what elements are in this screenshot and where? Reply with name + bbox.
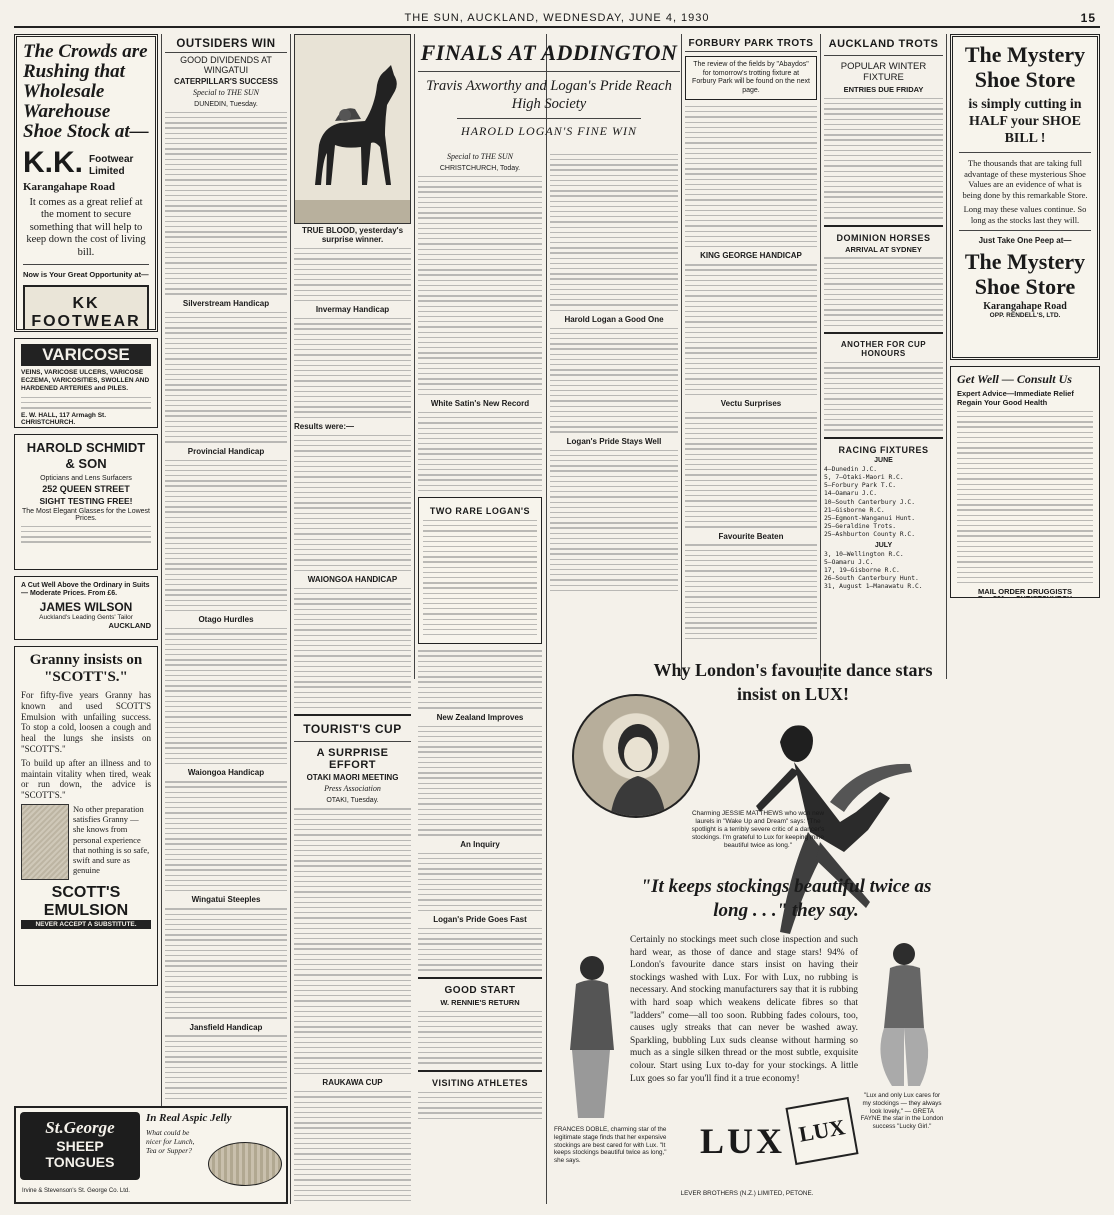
divider: [824, 437, 943, 439]
varicose-contact: E. W. HALL, 117 Armagh St. CHRISTCHURCH.: [21, 412, 106, 427]
article-title: DOMINION HORSES: [836, 232, 931, 243]
section-heading: Results were:—: [294, 421, 355, 431]
article-body: [685, 544, 817, 642]
scotts-emulsion-ad: [14, 646, 158, 986]
kk-location: Karangahape Road: [23, 180, 115, 193]
section-heading: Waiongoa Handicap: [187, 768, 265, 778]
horse-photo: [294, 34, 411, 224]
schmidt-sub: Opticians and Lens Surfacers: [40, 475, 132, 482]
article-subtitle: Travis Axworthy and Logan's Pride Reach High Society: [426, 78, 672, 112]
article-body: [824, 257, 943, 326]
dancer-portrait: [572, 694, 700, 818]
article-body: [165, 312, 287, 443]
article-title: FORBURY PARK TROTS: [685, 38, 817, 52]
divider: [457, 118, 640, 119]
article-subtitle: POPULAR WINTER FIXTURE: [840, 61, 927, 83]
fixture-item: 10—South Canterbury J.C.: [824, 498, 915, 506]
lady-illustration-left: [556, 950, 626, 1120]
article-outsiders-win: [165, 34, 287, 1102]
mystery-body: is simply cutting in HALF your SHOE BILL !: [968, 97, 1082, 146]
mystery-location-2: OPP. RENDELL'S, LTD.: [989, 312, 1061, 319]
lux-caption-1: Charming JESSIE MATTHEWS who won new laurels in "Wake Up and Dream" says: "The spotlight is a terribly severe critic of a dancer's stockings. I'm grateful to Lux for keeping mine beautiful twice as long.": [691, 810, 825, 849]
section-heading: Vectu Surprises: [720, 399, 782, 409]
divider: [824, 55, 943, 56]
article-body: [165, 1035, 287, 1102]
fixture-item: 17, 19—Gisborne R.C.: [824, 566, 900, 574]
article-title: FINALS AT ADDINGTON: [420, 40, 678, 65]
fixture-item: 25—Geraldine Trots.: [824, 523, 897, 531]
fixtures-month: JULY: [874, 541, 893, 549]
box-title: TWO RARE LOGAN'S: [429, 506, 531, 517]
kk-brand: K.K.: [23, 145, 83, 179]
lux-footer: LEVER BROTHERS (N.Z.) LIMITED, PETONE.: [680, 1190, 814, 1197]
lux-caption-3: "Lux and only Lux cares for my stockings — they always look lovely," — GRETA FAYNE the star in the London success "Lucky Girl.": [860, 1092, 944, 1131]
article-body: [418, 650, 542, 708]
kk-logo-text: KK FOOTWEAR: [31, 295, 141, 331]
article-special: Special to THE SUN: [193, 88, 259, 97]
st-george-tag: In Real Aspic Jelly: [146, 1112, 232, 1124]
st-george-question: What could be nicer for Lunch, Tea or Supper?: [146, 1128, 195, 1155]
divider: [418, 1070, 542, 1072]
section-heading: Wingatui Steeples: [191, 895, 261, 905]
fixtures-month: JUNE: [874, 456, 893, 464]
section-heading: Jansfield Handicap: [189, 1022, 263, 1032]
getwell-sub2: Regain Your Good Health: [957, 398, 1048, 407]
fixture-item: 5—Oamaru J.C.: [824, 558, 874, 566]
article-title: VISITING ATHLETES: [431, 1077, 528, 1088]
wilson-sub: Auckland's Leading Gents' Tailor: [39, 614, 133, 621]
results-list: [294, 1091, 411, 1204]
masthead: [14, 10, 1100, 28]
fixture-item: 14—Oamaru J.C.: [824, 490, 878, 498]
article-special: Special to THE SUN: [447, 152, 513, 161]
page-number: 15: [1080, 11, 1096, 25]
article-body: [824, 362, 943, 431]
results-list: [685, 264, 817, 395]
review-note: The review of the fields by "Abaydos" for tomorrow's trotting fixture at Forbury Park will be found on the next page.: [692, 61, 810, 94]
article-subtitle-2: ENTRIES DUE FRIDAY: [843, 85, 924, 94]
photo-caption: TRUE BLOOD, yesterday's surprise winner.: [301, 226, 404, 244]
horse-silhouette: [295, 35, 411, 224]
get-well-ad: [950, 366, 1100, 598]
varicose-title: VARICOSE: [21, 344, 151, 366]
wilson-headline: A Cut Well Above the Ordinary in Suits — Moderate Prices. From £6.: [21, 582, 150, 597]
article-body: [165, 781, 287, 891]
results-list: [294, 435, 411, 571]
article-finals-col-a: [418, 150, 542, 1204]
results-list: [294, 588, 411, 709]
wilson-ad: [14, 576, 158, 640]
lux-caption-2: FRANCES DOBLE, charming star of the legitimate stage finds that her expensive stockings are best cared for with Lux. "It keeps stockings beautiful twice as long," she says.: [554, 1126, 667, 1165]
masthead-title: THE SUN, AUCKLAND, WEDNESDAY, JUNE 4, 1930: [404, 12, 710, 24]
schmidt-title: HAROLD SCHMIDT & SON: [26, 440, 146, 471]
article-subtitle: ARRIVAL AT SYDNEY: [845, 244, 922, 254]
article-byline: HAROLD LOGAN'S FINE WIN: [461, 124, 637, 138]
kk-slogan: The Crowds are Rushing that Wholesale Warehouse Shoe Stock at—: [23, 41, 149, 142]
scotts-body3: No other preparation satisfies Granny — she knows from personal experience that nothing is so safe, swift and sure as genuine: [73, 803, 150, 876]
article-body: [824, 98, 943, 219]
article-title: AUCKLAND TROTS: [828, 38, 939, 50]
mystery-cta: Just Take One Peep at—: [978, 236, 1072, 245]
section-heading: Logan's Pride Stays Well: [566, 436, 662, 446]
article-dateline: DUNEDIN, Tuesday.: [194, 101, 258, 108]
article-body: [550, 450, 678, 591]
article-subtitle: GOOD DIVIDENDS AT WINGATUI: [180, 55, 272, 75]
article-body: [165, 460, 287, 612]
schmidt-ad: [14, 434, 158, 570]
getwell-footer: MAIL ORDER DRUGGISTS: [977, 587, 1073, 597]
section-heading: Silverstream Handicap: [182, 298, 270, 308]
st-george-logo: [20, 1112, 140, 1180]
portrait-illustration: [574, 696, 700, 818]
lux-brand: LUX: [700, 1121, 786, 1161]
schmidt-line2: The Most Elegant Glasses for the Lowest Prices.: [21, 508, 150, 522]
lux-quote: "It keeps stockings beautiful twice as long . . ." they say.: [640, 876, 932, 921]
divider: [418, 977, 542, 979]
kk-body: It comes as a great relief at the moment to secure something that will help to keep down the cost of living bill.: [26, 196, 146, 258]
section-heading: Invermay Handicap: [315, 305, 390, 315]
article-title: TOURIST'S CUP: [303, 722, 402, 737]
fixture-item: 31, August 1—Manawatu R.C.: [824, 583, 923, 591]
article-body: [418, 1011, 542, 1064]
mystery-title-2: The Mystery Shoe Store: [964, 249, 1086, 299]
article-body: [165, 628, 287, 764]
scotts-brand: SCOTT'S EMULSION: [43, 883, 129, 919]
article-finals-col-b: [550, 150, 678, 640]
finals-header: [418, 34, 680, 146]
st-george-maker: Irvine & Stevenson's St. George Co. Ltd.: [22, 1188, 130, 1194]
fisherman-illustration: [21, 804, 69, 880]
box-body: [423, 520, 537, 635]
ad-body-text: [21, 397, 151, 409]
divider: [294, 714, 411, 716]
kk-cta: Now is Your Great Opportunity at—: [23, 270, 149, 280]
fixture-item: 26—South Canterbury Hunt.: [824, 575, 919, 583]
varicose-lines: VEINS, VARICOSE ULCERS, VARICOSE ECZEMA, VARICOSITIES, SWOLLEN AND HARDENED ARTERIES and PILES.: [21, 369, 150, 392]
fixture-item: 25—Ashburton County R.C.: [824, 531, 915, 539]
column-rule: [820, 34, 821, 679]
getwell-title: Get Well — Consult Us: [957, 372, 1072, 386]
fixture-item: 21—Gisborne R.C.: [824, 506, 885, 514]
divider: [418, 71, 680, 72]
schmidt-address: 252 QUEEN STREET: [42, 484, 130, 494]
mystery-shoe-store-ad: [950, 34, 1100, 360]
getwell-sub: Expert Advice—Immediate Relief: [957, 389, 1074, 398]
section-heading: Otago Hurdles: [198, 615, 254, 625]
column-rule: [681, 34, 682, 679]
article-auckland-trots: [824, 34, 943, 642]
article-body: [550, 154, 678, 311]
ad-body-text: [957, 411, 1093, 583]
divider: [959, 230, 1091, 231]
article-title: ANOTHER FOR CUP HONOURS: [840, 340, 927, 359]
article-title: GOOD START: [444, 984, 516, 996]
st-george-brand2: SHEEP TONGUES: [45, 1138, 115, 1170]
st-george-ad: [14, 1106, 288, 1204]
article-invermay: [294, 34, 411, 1204]
column-rule: [161, 34, 162, 1204]
schmidt-line: SIGHT TESTING FREE!: [39, 496, 133, 506]
lux-body: Certainly no stockings meet such close inspection and such hard wear, as those of dance and stage stars! 94% of London's favourite dance stars insist on having their stockings washed with Lux. For with Lux, no rubbing is necessary. And stocking manufacturers say that it is rubbing with hard soap which weakens delicate fibres so that "ladders" come—all too soon. Rubbing fades colours, too, causes ugly streaks that can never be washed away. Sparkling, bubbling Lux suds cleanse without harming so much as a single silken thread or the most subtle, exquisite colour. Start using Lux to-day for your stockings. A little Lux goes so far you'll find it a true economy!: [630, 935, 858, 1084]
divider: [294, 741, 411, 742]
article-body: [294, 248, 411, 301]
divider: [824, 225, 943, 227]
section-heading: KING GEORGE HANDICAP: [700, 251, 802, 261]
article-body: [418, 176, 542, 395]
article-body: [294, 318, 411, 418]
section-heading: Provincial Handicap: [187, 446, 265, 456]
tin-illustration: [208, 1142, 282, 1186]
kk-tagline: Footwear Limited: [89, 153, 134, 177]
kk-footwear-ad: [14, 34, 158, 332]
mystery-body3: Long may these values continue. So long as the stocks last they will.: [963, 204, 1087, 225]
lux-box-brand: LUX: [796, 1114, 847, 1147]
fixture-item: 4—Dunedin J.C.: [824, 465, 878, 473]
section-heading: An Inquiry: [460, 839, 500, 849]
section-heading: RAUKAWA CUP: [322, 1078, 383, 1088]
scotts-tag: NEVER ACCEPT A SUBSTITUTE.: [21, 920, 151, 929]
lux-box: [785, 1097, 858, 1165]
article-body: [418, 928, 542, 971]
section-heading: WAIONGOA HANDICAP: [307, 574, 398, 584]
scotts-headline: Granny insists on "SCOTT'S.": [29, 652, 143, 685]
section-heading: New Zealand Improves: [436, 712, 524, 722]
article-body: [418, 1092, 542, 1119]
article-body: [550, 328, 678, 433]
article-body: [165, 908, 287, 1018]
column-rule: [290, 34, 291, 1204]
fixture-item: 25—Egmont-Wanganui Hunt.: [824, 514, 915, 522]
section-heading: White Satin's New Record: [430, 399, 530, 409]
article-title: OUTSIDERS WIN: [165, 38, 287, 53]
varicose-ad: [14, 338, 158, 428]
fixtures-list-july: [824, 551, 943, 592]
fixtures-list-june: [824, 466, 943, 540]
fixtures-title: RACING FIXTURES: [838, 444, 929, 455]
article-body: [418, 412, 542, 491]
column-rule: [946, 34, 947, 679]
lux-headline: Why London's favourite dance stars insist on LUX!: [653, 660, 933, 704]
divider: [23, 264, 149, 265]
getwell-box: [957, 596, 1093, 598]
lux-ad: [550, 650, 946, 1204]
kk-logo: [23, 285, 149, 332]
mystery-body2: The thousands that are taking full advantage of these mysterious Shoe Values are an evidence of what is being done by this remarkable Store.: [962, 158, 1088, 200]
ads-column-left: [14, 34, 158, 1206]
results-list: [685, 106, 817, 247]
column-rule: [546, 34, 547, 1204]
fixture-item: 5—Forbury Park T.C.: [824, 482, 897, 490]
ads-column-right: [950, 34, 1100, 1204]
mystery-title: The Mystery Shoe Store: [964, 42, 1086, 92]
article-dateline: CHRISTCHURCH, Today.: [439, 165, 521, 172]
wilson-city: AUCKLAND: [108, 621, 151, 630]
scotts-body: For fifty-five years Granny has known and used SCOTT'S Emulsion with unfailing success. To stop a cold, loosen a cough and heal the lungs she insists on "SCOTT'S.": [21, 690, 151, 754]
mystery-location: Karangahape Road: [983, 301, 1067, 312]
fixture-item: 5, 7—Otaki-Maori R.C.: [824, 473, 904, 481]
divider: [824, 332, 943, 334]
article-subtitle-2: OTAKI MAORI MEETING: [306, 773, 399, 783]
lady-illustration-right: [864, 938, 944, 1088]
article-body: [294, 808, 411, 1074]
article-dateline: OTAKI, Tuesday.: [326, 797, 379, 805]
wilson-name: JAMES WILSON: [39, 600, 133, 614]
article-press: Press Association: [324, 784, 381, 794]
article-forbury-park: [685, 34, 817, 642]
scotts-body2: To build up after an illness and to maintain vitality when tired, weak or run down, the advice is "SCOTT'S.": [21, 757, 151, 801]
two-rare-logans-box: [418, 497, 542, 644]
article-body: [418, 726, 542, 836]
article-body: [685, 412, 817, 527]
article-subtitle: A SURPRISE EFFORT: [316, 747, 389, 772]
st-george-brand1: St.George: [45, 1118, 115, 1137]
divider: [959, 152, 1091, 153]
article-subtitle-2: CATERPILLAR'S SUCCESS: [174, 77, 278, 86]
fixture-item: 3, 10—Wellington R.C.: [824, 550, 904, 558]
column-rule: [414, 34, 415, 679]
ad-body-text: [21, 526, 151, 543]
section-heading: Favourite Beaten: [718, 531, 784, 541]
article-body: [165, 112, 287, 295]
review-note-box: [685, 56, 817, 100]
section-heading: Logan's Pride Goes Fast: [433, 915, 527, 924]
section-heading: Harold Logan a Good One: [564, 314, 664, 324]
article-body: [418, 853, 542, 911]
article-subtitle: W. RENNIE'S RETURN: [440, 997, 520, 1007]
